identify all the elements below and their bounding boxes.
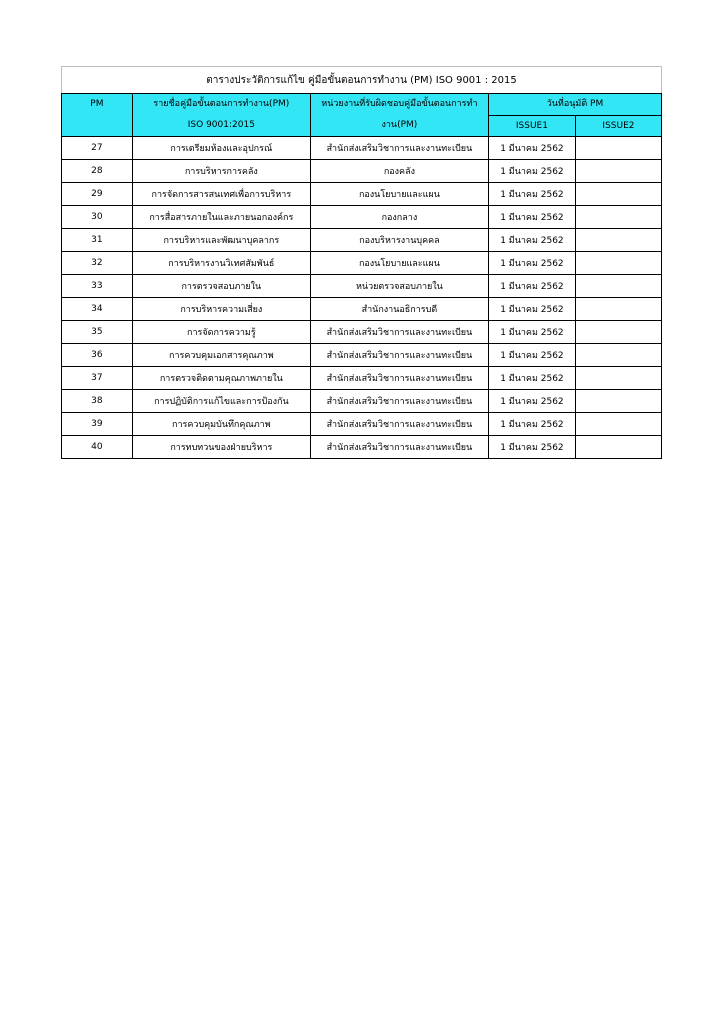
row-manual-name: การเตรียมห้องและอุปกรณ์ [132, 137, 310, 160]
row-manual-name: การจัดการความรู้ [132, 321, 310, 344]
row-issue2 [575, 275, 661, 298]
row-issue2 [575, 252, 661, 275]
header-pm: PM [62, 94, 133, 137]
row-manual-name: การบริหารการคลัง [132, 160, 310, 183]
table-row [62, 137, 662, 160]
row-issue2 [575, 390, 661, 413]
table-row [62, 275, 662, 298]
table-row [62, 183, 662, 206]
row-pm: 31 [62, 229, 133, 252]
row-pm: 28 [62, 160, 133, 183]
header-responsible-unit [310, 94, 488, 137]
row-manual-name: การควบคุมเอกสารคุณภาพ [132, 344, 310, 367]
row-pm: 32 [62, 252, 133, 275]
row-responsible-unit: สำนักส่งเสริมวิชาการและงานทะเบียน [310, 436, 488, 459]
row-pm: 39 [62, 413, 133, 436]
row-manual-name: การจัดการสารสนเทศเพื่อการบริหาร [132, 183, 310, 206]
table-row [62, 298, 662, 321]
header-approval-date: วันที่อนุมัติ PM [488, 94, 661, 116]
table-row [62, 321, 662, 344]
header-issue2: ISSUE2 [575, 116, 661, 137]
row-issue2 [575, 183, 661, 206]
revision-history-table [61, 66, 662, 459]
row-issue2 [575, 344, 661, 367]
header-issue1: ISSUE1 [488, 116, 575, 137]
row-manual-name: การบริหารและพัฒนาบุคลากร [132, 229, 310, 252]
row-pm: 29 [62, 183, 133, 206]
row-issue2 [575, 160, 661, 183]
table-row [62, 252, 662, 275]
row-manual-name: การตรวจติดตามคุณภาพภายใน [132, 367, 310, 390]
row-issue2 [575, 206, 661, 229]
table-row [62, 367, 662, 390]
row-responsible-unit: กองบริหารงานบุคคล [310, 229, 488, 252]
row-issue2 [575, 413, 661, 436]
table-body [62, 137, 662, 459]
row-issue1: 1 มีนาคม 2562 [488, 183, 575, 206]
row-issue1: 1 มีนาคม 2562 [488, 298, 575, 321]
header-unit-line2: งาน(PM) [381, 120, 418, 130]
row-pm: 33 [62, 275, 133, 298]
row-responsible-unit: สำนักส่งเสริมวิชาการและงานทะเบียน [310, 344, 488, 367]
row-issue1: 1 มีนาคม 2562 [488, 275, 575, 298]
table-row [62, 413, 662, 436]
row-manual-name: การสื่อสารภายในและภายนอกองค์กร [132, 206, 310, 229]
row-pm: 35 [62, 321, 133, 344]
row-issue1: 1 มีนาคม 2562 [488, 252, 575, 275]
table-row [62, 206, 662, 229]
header-unit-line1: หน่วยงานที่รับผิดชอบคู่มือขั้นตอนการทำ [321, 99, 478, 109]
row-responsible-unit: สำนักส่งเสริมวิชาการและงานทะเบียน [310, 137, 488, 160]
row-issue2 [575, 321, 661, 344]
header-manual-name-line2: ISO 9001:2015 [187, 120, 255, 130]
row-issue1: 1 มีนาคม 2562 [488, 160, 575, 183]
row-manual-name: การทบทวนของฝ่ายบริหาร [132, 436, 310, 459]
row-pm: 34 [62, 298, 133, 321]
row-manual-name: การตรวจสอบภายใน [132, 275, 310, 298]
row-issue1: 1 มีนาคม 2562 [488, 206, 575, 229]
table-row [62, 229, 662, 252]
table-title: ตารางประวัติการแก้ไข คู่มือขั้นตอนการทำงาน (PM) ISO 9001 : 2015 [62, 67, 662, 94]
row-responsible-unit: สำนักส่งเสริมวิชาการและงานทะเบียน [310, 413, 488, 436]
row-issue1: 1 มีนาคม 2562 [488, 321, 575, 344]
row-issue1: 1 มีนาคม 2562 [488, 137, 575, 160]
row-issue1: 1 มีนาคม 2562 [488, 367, 575, 390]
row-responsible-unit: กองกลาง [310, 206, 488, 229]
header-manual-name-line1: รายชื่อคู่มือขั้นตอนการทำงาน(PM) [153, 99, 290, 109]
row-manual-name: การควบคุมบันทึกคุณภาพ [132, 413, 310, 436]
table-row [62, 436, 662, 459]
row-manual-name: การบริหารความเสี่ยง [132, 298, 310, 321]
row-issue1: 1 มีนาคม 2562 [488, 229, 575, 252]
row-manual-name: การปฏิบัติการแก้ไขและการป้องกัน [132, 390, 310, 413]
row-pm: 38 [62, 390, 133, 413]
row-responsible-unit: หน่วยตรวจสอบภายใน [310, 275, 488, 298]
row-issue2 [575, 367, 661, 390]
row-issue1: 1 มีนาคม 2562 [488, 413, 575, 436]
row-responsible-unit: สำนักส่งเสริมวิชาการและงานทะเบียน [310, 321, 488, 344]
table-row [62, 390, 662, 413]
row-issue1: 1 มีนาคม 2562 [488, 390, 575, 413]
row-responsible-unit: สำนักส่งเสริมวิชาการและงานทะเบียน [310, 390, 488, 413]
row-pm: 36 [62, 344, 133, 367]
table-row [62, 344, 662, 367]
row-pm: 27 [62, 137, 133, 160]
table-row [62, 160, 662, 183]
row-responsible-unit: สำนักงานอธิการบดี [310, 298, 488, 321]
row-responsible-unit: กองนโยบายและแผน [310, 252, 488, 275]
row-issue1: 1 มีนาคม 2562 [488, 436, 575, 459]
row-responsible-unit: กองนโยบายและแผน [310, 183, 488, 206]
header-manual-name [132, 94, 310, 137]
row-issue2 [575, 137, 661, 160]
row-responsible-unit: สำนักส่งเสริมวิชาการและงานทะเบียน [310, 367, 488, 390]
row-issue2 [575, 436, 661, 459]
row-responsible-unit: กองคลัง [310, 160, 488, 183]
row-pm: 37 [62, 367, 133, 390]
row-pm: 30 [62, 206, 133, 229]
row-issue1: 1 มีนาคม 2562 [488, 344, 575, 367]
row-pm: 40 [62, 436, 133, 459]
row-issue2 [575, 298, 661, 321]
row-issue2 [575, 229, 661, 252]
row-manual-name: การบริหารงานวิเทศสัมพันธ์ [132, 252, 310, 275]
